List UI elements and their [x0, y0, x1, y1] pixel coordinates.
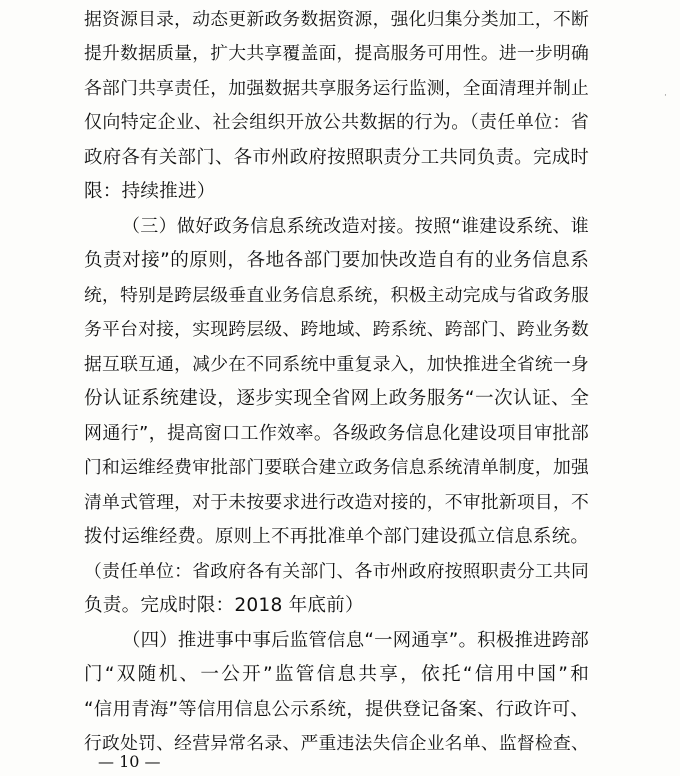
section-heading-line: （四）推进事中事后监管信息“一网通享”。积极推进跨部 [122, 630, 589, 651]
text-line: 据资源目录，动态更新政务数据资源，强化归集分类加工，不断 [84, 9, 589, 30]
text-line: 行政处罚、经营异常名录、严重违法失信企业名单、监督检查、 [84, 733, 589, 754]
text-line: 据互联互通，减少在不同系统中重复录入，加快推进全省统一身 [84, 354, 589, 375]
margin-mark: · [664, 91, 667, 101]
text-line: 门和运维经费审批部门要联合建立政务信息系统清单制度，加强 [84, 457, 589, 478]
text-line: 门“双随机、一公开”监管信息共享，依托“信用中国”和 [84, 664, 589, 685]
text-line: “信用青海”等信用信息公示系统，提供登记备案、行政许可、 [84, 699, 589, 720]
text-line: 负责。完成时限：2018 年底前） [84, 595, 364, 616]
text-line: 拨付运维经费。原则上不再批准单个部门建设孤立信息系统。 [84, 526, 589, 547]
text-line: 负责对接”的原则，各地各部门要加快改造自有的业务信息系 [84, 250, 589, 271]
text-line: 仅向特定企业、社会组织开放公共数据的行为。（责任单位：省 [84, 112, 589, 133]
text-line: 限：持续推进） [84, 181, 216, 202]
text-line: 清单式管理，对于未按要求进行改造对接的，不审批新项目，不 [84, 492, 589, 513]
text-line: （责任单位：省政府各有关部门、各市州政府按照职责分工共同 [84, 561, 589, 582]
text-line: 提升数据质量，扩大共享覆盖面，提高服务可用性。进一步明确 [84, 43, 589, 64]
text-line: 统，特别是跨层级垂直业务信息系统，积极主动完成与省政务服 [84, 285, 589, 306]
text-line: 份认证系统建设，逐步实现全省网上政务服务“一次认证、全 [84, 388, 589, 409]
text-line: 网通行”，提高窗口工作效率。各级政务信息化建设项目审批部 [84, 423, 589, 444]
page-number: — 10 — [98, 752, 161, 771]
text-line: 务平台对接，实现跨层级、跨地域、跨系统、跨部门、跨业务数 [84, 319, 589, 340]
text-line: 政府各有关部门、各市州政府按照职责分工共同负责。完成时 [84, 147, 589, 168]
section-heading-line: （三）做好政务信息系统改造对接。按照“谁建设系统、谁 [122, 216, 589, 237]
text-line: 各部门共享责任，加强数据共享服务运行监测，全面清理并制止 [84, 78, 589, 99]
